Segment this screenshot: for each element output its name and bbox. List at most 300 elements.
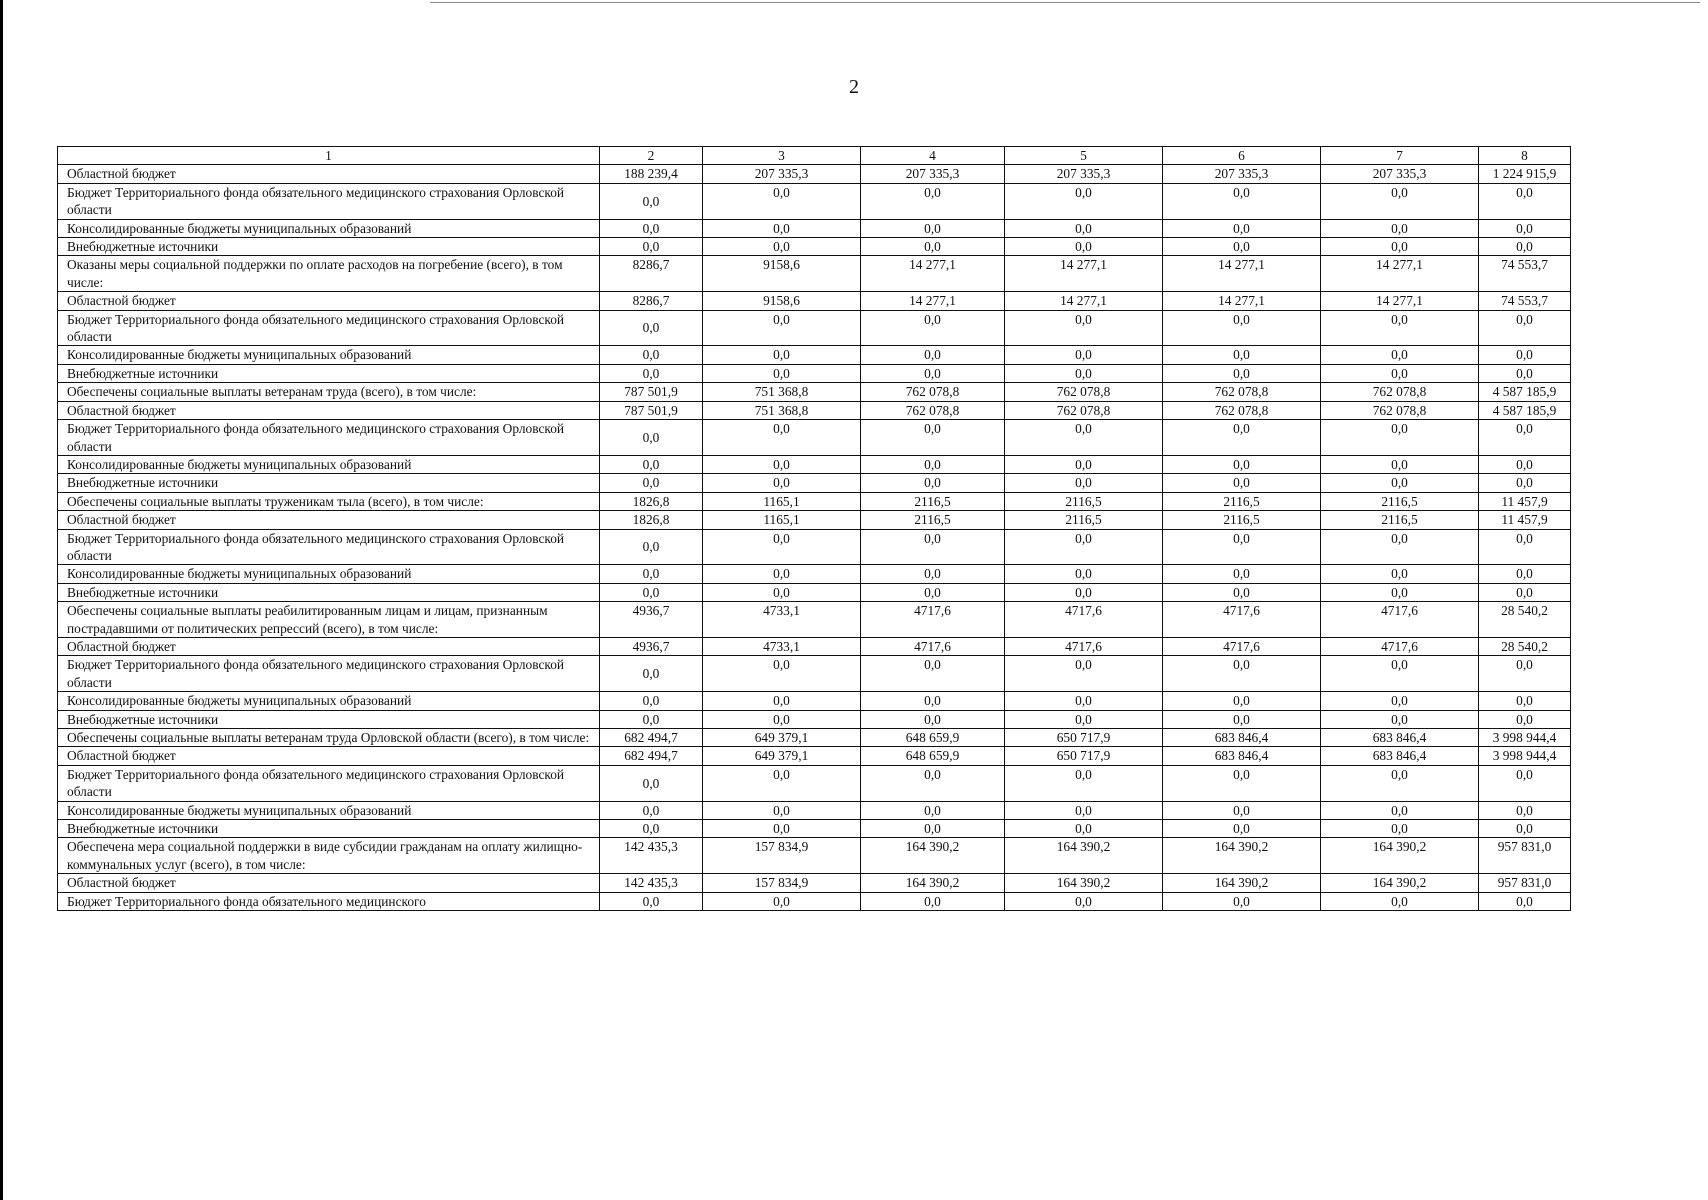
table-row <box>58 747 1571 765</box>
cell-value: 0,0 <box>861 583 1005 601</box>
cell-value: 0,0 <box>1479 565 1571 583</box>
table-row <box>58 292 1571 310</box>
cell-value: 0,0 <box>600 310 703 346</box>
cell-value: 14 277,1 <box>1163 256 1321 292</box>
cell-value: 0,0 <box>861 238 1005 256</box>
table-row <box>58 401 1571 419</box>
cell-value: 0,0 <box>703 565 861 583</box>
cell-value: 0,0 <box>1163 346 1321 364</box>
row-label: Внебюджетные источники <box>58 583 600 601</box>
cell-value: 0,0 <box>1163 474 1321 492</box>
cell-value: 683 846,4 <box>1321 747 1479 765</box>
row-label: Обеспечены социальные выплаты ветеранам труда (всего), в том числе: <box>58 383 600 401</box>
cell-value: 2116,5 <box>1321 511 1479 529</box>
cell-value: 1165,1 <box>703 511 861 529</box>
table-row <box>58 474 1571 492</box>
column-number-row <box>58 147 1571 165</box>
cell-value: 0,0 <box>1321 565 1479 583</box>
scan-edge-top <box>430 2 1700 3</box>
scan-edge-left <box>0 0 3 1200</box>
cell-value: 0,0 <box>703 183 861 219</box>
row-label: Консолидированные бюджеты муниципальных образований <box>58 346 600 364</box>
cell-value: 762 078,8 <box>1321 383 1479 401</box>
page-number: 2 <box>849 76 859 98</box>
cell-value: 2116,5 <box>861 511 1005 529</box>
cell-value: 0,0 <box>600 801 703 819</box>
cell-value: 0,0 <box>1321 820 1479 838</box>
row-label: Обеспечена мера социальной поддержки в виде субсидии гражданам на оплату жилищно-коммунальных услуг (всего), в том числе: <box>58 838 600 874</box>
cell-value: 0,0 <box>703 420 861 456</box>
cell-value: 0,0 <box>1163 801 1321 819</box>
row-label: Бюджет Территориального фонда обязательного медицинского страхования Орловской области <box>58 183 600 219</box>
table-row <box>58 692 1571 710</box>
cell-value: 0,0 <box>600 346 703 364</box>
cell-value: 4717,6 <box>1163 637 1321 655</box>
cell-value: 0,0 <box>1005 346 1163 364</box>
row-label: Консолидированные бюджеты муниципальных образований <box>58 219 600 237</box>
cell-value: 0,0 <box>1005 455 1163 473</box>
budget-table-container <box>57 146 1570 911</box>
cell-value: 0,0 <box>600 765 703 801</box>
cell-value: 0,0 <box>1479 801 1571 819</box>
cell-value: 0,0 <box>1163 310 1321 346</box>
cell-value: 648 659,9 <box>861 747 1005 765</box>
cell-value: 0,0 <box>703 765 861 801</box>
cell-value: 0,0 <box>1005 656 1163 692</box>
cell-value: 0,0 <box>703 692 861 710</box>
table-row <box>58 238 1571 256</box>
cell-value: 0,0 <box>703 346 861 364</box>
column-number: 5 <box>1005 147 1163 165</box>
cell-value: 14 277,1 <box>1163 292 1321 310</box>
cell-value: 2116,5 <box>1005 511 1163 529</box>
cell-value: 683 846,4 <box>1163 747 1321 765</box>
table-row <box>58 565 1571 583</box>
cell-value: 0,0 <box>703 364 861 382</box>
cell-value: 0,0 <box>703 820 861 838</box>
cell-value: 4733,1 <box>703 637 861 655</box>
cell-value: 4936,7 <box>600 602 703 638</box>
cell-value: 649 379,1 <box>703 747 861 765</box>
cell-value: 0,0 <box>600 656 703 692</box>
table-row <box>58 183 1571 219</box>
cell-value: 0,0 <box>1163 183 1321 219</box>
cell-value: 762 078,8 <box>861 401 1005 419</box>
cell-value: 0,0 <box>1163 565 1321 583</box>
row-label: Областной бюджет <box>58 165 600 183</box>
cell-value: 0,0 <box>861 310 1005 346</box>
cell-value: 164 390,2 <box>1163 874 1321 892</box>
cell-value: 0,0 <box>1163 820 1321 838</box>
cell-value: 0,0 <box>1005 692 1163 710</box>
row-label: Обеспечены социальные выплаты ветеранам труда Орловской области (всего), в том числе: <box>58 729 600 747</box>
cell-value: 0,0 <box>1005 892 1163 910</box>
cell-value: 0,0 <box>861 219 1005 237</box>
cell-value: 0,0 <box>1321 892 1479 910</box>
cell-value: 3 998 944,4 <box>1479 747 1571 765</box>
cell-value: 0,0 <box>1321 583 1479 601</box>
cell-value: 0,0 <box>1479 346 1571 364</box>
cell-value: 0,0 <box>703 474 861 492</box>
cell-value: 28 540,2 <box>1479 602 1571 638</box>
cell-value: 14 277,1 <box>1005 292 1163 310</box>
cell-value: 648 659,9 <box>861 729 1005 747</box>
cell-value: 762 078,8 <box>1163 383 1321 401</box>
cell-value: 0,0 <box>1005 219 1163 237</box>
cell-value: 188 239,4 <box>600 165 703 183</box>
cell-value: 0,0 <box>1005 183 1163 219</box>
row-label: Областной бюджет <box>58 874 600 892</box>
table-row <box>58 637 1571 655</box>
cell-value: 0,0 <box>1005 801 1163 819</box>
cell-value: 0,0 <box>1163 420 1321 456</box>
cell-value: 0,0 <box>1163 455 1321 473</box>
cell-value: 4717,6 <box>1321 602 1479 638</box>
cell-value: 0,0 <box>1479 455 1571 473</box>
cell-value: 0,0 <box>861 801 1005 819</box>
cell-value: 0,0 <box>1479 583 1571 601</box>
cell-value: 164 390,2 <box>1005 874 1163 892</box>
cell-value: 0,0 <box>1163 710 1321 728</box>
cell-value: 0,0 <box>1005 238 1163 256</box>
row-label: Бюджет Территориального фонда обязательного медицинского страхования Орловской области <box>58 310 600 346</box>
column-number: 7 <box>1321 147 1479 165</box>
cell-value: 787 501,9 <box>600 401 703 419</box>
cell-value: 4717,6 <box>1321 637 1479 655</box>
cell-value: 1 224 915,9 <box>1479 165 1571 183</box>
cell-value: 0,0 <box>703 219 861 237</box>
table-row <box>58 364 1571 382</box>
cell-value: 4936,7 <box>600 637 703 655</box>
row-label: Внебюджетные источники <box>58 474 600 492</box>
table-row <box>58 256 1571 292</box>
cell-value: 683 846,4 <box>1321 729 1479 747</box>
row-label: Областной бюджет <box>58 747 600 765</box>
cell-value: 14 277,1 <box>1321 256 1479 292</box>
cell-value: 0,0 <box>1321 364 1479 382</box>
cell-value: 0,0 <box>703 238 861 256</box>
cell-value: 0,0 <box>861 710 1005 728</box>
row-label: Областной бюджет <box>58 511 600 529</box>
cell-value: 0,0 <box>861 656 1005 692</box>
cell-value: 649 379,1 <box>703 729 861 747</box>
table-row <box>58 165 1571 183</box>
cell-value: 0,0 <box>1321 801 1479 819</box>
cell-value: 0,0 <box>861 455 1005 473</box>
cell-value: 4733,1 <box>703 602 861 638</box>
cell-value: 0,0 <box>1321 765 1479 801</box>
cell-value: 0,0 <box>1479 183 1571 219</box>
cell-value: 2116,5 <box>861 492 1005 510</box>
cell-value: 762 078,8 <box>1163 401 1321 419</box>
row-label: Обеспечены социальные выплаты труженикам тыла (всего), в том числе: <box>58 492 600 510</box>
cell-value: 14 277,1 <box>861 292 1005 310</box>
table-row <box>58 729 1571 747</box>
cell-value: 0,0 <box>1321 474 1479 492</box>
cell-value: 0,0 <box>1321 710 1479 728</box>
cell-value: 14 277,1 <box>1005 256 1163 292</box>
cell-value: 762 078,8 <box>1321 401 1479 419</box>
cell-value: 0,0 <box>861 765 1005 801</box>
cell-value: 0,0 <box>1005 310 1163 346</box>
cell-value: 0,0 <box>1163 364 1321 382</box>
cell-value: 682 494,7 <box>600 729 703 747</box>
cell-value: 157 834,9 <box>703 838 861 874</box>
cell-value: 0,0 <box>861 692 1005 710</box>
cell-value: 0,0 <box>861 183 1005 219</box>
cell-value: 11 457,9 <box>1479 492 1571 510</box>
cell-value: 207 335,3 <box>861 165 1005 183</box>
cell-value: 0,0 <box>1479 692 1571 710</box>
cell-value: 8286,7 <box>600 256 703 292</box>
cell-value: 4 587 185,9 <box>1479 383 1571 401</box>
cell-value: 0,0 <box>600 238 703 256</box>
cell-value: 0,0 <box>703 310 861 346</box>
table-row <box>58 583 1571 601</box>
cell-value: 164 390,2 <box>1321 874 1479 892</box>
cell-value: 3 998 944,4 <box>1479 729 1571 747</box>
cell-value: 0,0 <box>1163 529 1321 565</box>
cell-value: 142 435,3 <box>600 838 703 874</box>
row-label: Бюджет Территориального фонда обязательного медицинского <box>58 892 600 910</box>
cell-value: 4717,6 <box>1005 637 1163 655</box>
cell-value: 207 335,3 <box>1005 165 1163 183</box>
cell-value: 0,0 <box>1321 238 1479 256</box>
cell-value: 1826,8 <box>600 511 703 529</box>
row-label: Внебюджетные источники <box>58 710 600 728</box>
cell-value: 0,0 <box>1479 238 1571 256</box>
table-row <box>58 602 1571 638</box>
cell-value: 0,0 <box>703 656 861 692</box>
cell-value: 0,0 <box>1479 474 1571 492</box>
cell-value: 0,0 <box>1005 474 1163 492</box>
cell-value: 9158,6 <box>703 292 861 310</box>
cell-value: 0,0 <box>600 455 703 473</box>
cell-value: 0,0 <box>1321 420 1479 456</box>
table-row <box>58 892 1571 910</box>
row-label: Внебюджетные источники <box>58 820 600 838</box>
cell-value: 164 390,2 <box>861 874 1005 892</box>
cell-value: 4 587 185,9 <box>1479 401 1571 419</box>
cell-value: 0,0 <box>703 892 861 910</box>
column-number: 2 <box>600 147 703 165</box>
table-row <box>58 838 1571 874</box>
row-label: Бюджет Территориального фонда обязательного медицинского страхования Орловской области <box>58 765 600 801</box>
cell-value: 0,0 <box>1163 583 1321 601</box>
cell-value: 0,0 <box>1479 892 1571 910</box>
table-row <box>58 492 1571 510</box>
cell-value: 4717,6 <box>861 637 1005 655</box>
table-row <box>58 420 1571 456</box>
row-label: Обеспечены социальные выплаты реабилитированным лицам и лицам, признанным пострадавшими от политических репрессий (всего), в том числе: <box>58 602 600 638</box>
row-label: Консолидированные бюджеты муниципальных образований <box>58 565 600 583</box>
cell-value: 0,0 <box>1321 310 1479 346</box>
cell-value: 164 390,2 <box>861 838 1005 874</box>
table-row <box>58 874 1571 892</box>
cell-value: 74 553,7 <box>1479 256 1571 292</box>
cell-value: 0,0 <box>600 364 703 382</box>
budget-table-body <box>58 147 1571 911</box>
cell-value: 164 390,2 <box>1163 838 1321 874</box>
row-label: Консолидированные бюджеты муниципальных образований <box>58 455 600 473</box>
cell-value: 787 501,9 <box>600 383 703 401</box>
cell-value: 650 717,9 <box>1005 729 1163 747</box>
cell-value: 9158,6 <box>703 256 861 292</box>
cell-value: 0,0 <box>1163 765 1321 801</box>
cell-value: 0,0 <box>600 892 703 910</box>
cell-value: 0,0 <box>600 692 703 710</box>
cell-value: 2116,5 <box>1163 511 1321 529</box>
cell-value: 0,0 <box>600 565 703 583</box>
cell-value: 762 078,8 <box>1005 401 1163 419</box>
row-label: Консолидированные бюджеты муниципальных образований <box>58 692 600 710</box>
row-label: Областной бюджет <box>58 292 600 310</box>
cell-value: 1826,8 <box>600 492 703 510</box>
column-number: 1 <box>58 147 600 165</box>
cell-value: 0,0 <box>861 420 1005 456</box>
cell-value: 0,0 <box>1005 765 1163 801</box>
cell-value: 0,0 <box>861 529 1005 565</box>
cell-value: 164 390,2 <box>1321 838 1479 874</box>
cell-value: 957 831,0 <box>1479 874 1571 892</box>
cell-value: 0,0 <box>1321 529 1479 565</box>
cell-value: 0,0 <box>703 529 861 565</box>
cell-value: 14 277,1 <box>861 256 1005 292</box>
cell-value: 0,0 <box>703 583 861 601</box>
cell-value: 0,0 <box>1479 765 1571 801</box>
cell-value: 0,0 <box>600 583 703 601</box>
cell-value: 957 831,0 <box>1479 838 1571 874</box>
cell-value: 0,0 <box>600 474 703 492</box>
cell-value: 683 846,4 <box>1163 729 1321 747</box>
row-label: Бюджет Территориального фонда обязательного медицинского страхования Орловской области <box>58 656 600 692</box>
table-row <box>58 219 1571 237</box>
cell-value: 0,0 <box>1321 692 1479 710</box>
cell-value: 14 277,1 <box>1321 292 1479 310</box>
cell-value: 0,0 <box>600 820 703 838</box>
cell-value: 0,0 <box>600 529 703 565</box>
cell-value: 0,0 <box>861 820 1005 838</box>
cell-value: 0,0 <box>703 455 861 473</box>
cell-value: 157 834,9 <box>703 874 861 892</box>
table-row <box>58 820 1571 838</box>
cell-value: 762 078,8 <box>1005 383 1163 401</box>
cell-value: 0,0 <box>1479 529 1571 565</box>
cell-value: 751 368,8 <box>703 383 861 401</box>
cell-value: 0,0 <box>861 565 1005 583</box>
budget-table <box>57 146 1571 911</box>
column-number: 6 <box>1163 147 1321 165</box>
cell-value: 4717,6 <box>1163 602 1321 638</box>
cell-value: 1165,1 <box>703 492 861 510</box>
row-label: Консолидированные бюджеты муниципальных образований <box>58 801 600 819</box>
cell-value: 0,0 <box>1321 656 1479 692</box>
cell-value: 0,0 <box>1479 656 1571 692</box>
row-label: Бюджет Территориального фонда обязательного медицинского страхования Орловской области <box>58 529 600 565</box>
cell-value: 0,0 <box>1321 219 1479 237</box>
cell-value: 0,0 <box>600 420 703 456</box>
cell-value: 0,0 <box>1163 892 1321 910</box>
cell-value: 4717,6 <box>861 602 1005 638</box>
cell-value: 0,0 <box>1321 346 1479 364</box>
table-row <box>58 710 1571 728</box>
cell-value: 0,0 <box>1005 364 1163 382</box>
cell-value: 682 494,7 <box>600 747 703 765</box>
cell-value: 207 335,3 <box>1321 165 1479 183</box>
cell-value: 0,0 <box>1479 420 1571 456</box>
cell-value: 2116,5 <box>1321 492 1479 510</box>
cell-value: 650 717,9 <box>1005 747 1163 765</box>
column-number: 4 <box>861 147 1005 165</box>
cell-value: 8286,7 <box>600 292 703 310</box>
cell-value: 0,0 <box>1163 692 1321 710</box>
table-row <box>58 455 1571 473</box>
column-number: 8 <box>1479 147 1571 165</box>
table-row <box>58 801 1571 819</box>
cell-value: 0,0 <box>861 892 1005 910</box>
cell-value: 751 368,8 <box>703 401 861 419</box>
cell-value: 207 335,3 <box>1163 165 1321 183</box>
cell-value: 2116,5 <box>1163 492 1321 510</box>
row-label: Бюджет Территориального фонда обязательного медицинского страхования Орловской области <box>58 420 600 456</box>
cell-value: 0,0 <box>1479 820 1571 838</box>
cell-value: 762 078,8 <box>861 383 1005 401</box>
cell-value: 0,0 <box>1321 183 1479 219</box>
row-label: Оказаны меры социальной поддержки по оплате расходов на погребение (всего), в том числе: <box>58 256 600 292</box>
table-row <box>58 529 1571 565</box>
cell-value: 0,0 <box>600 710 703 728</box>
cell-value: 74 553,7 <box>1479 292 1571 310</box>
row-label: Внебюджетные источники <box>58 238 600 256</box>
cell-value: 0,0 <box>1321 455 1479 473</box>
cell-value: 0,0 <box>703 710 861 728</box>
row-label: Областной бюджет <box>58 401 600 419</box>
cell-value: 164 390,2 <box>1005 838 1163 874</box>
cell-value: 0,0 <box>600 219 703 237</box>
cell-value: 11 457,9 <box>1479 511 1571 529</box>
cell-value: 0,0 <box>1479 710 1571 728</box>
cell-value: 0,0 <box>600 183 703 219</box>
cell-value: 28 540,2 <box>1479 637 1571 655</box>
cell-value: 0,0 <box>703 801 861 819</box>
table-row <box>58 310 1571 346</box>
cell-value: 0,0 <box>1005 710 1163 728</box>
cell-value: 0,0 <box>1479 310 1571 346</box>
cell-value: 0,0 <box>1479 364 1571 382</box>
cell-value: 0,0 <box>861 474 1005 492</box>
cell-value: 0,0 <box>1163 656 1321 692</box>
cell-value: 2116,5 <box>1005 492 1163 510</box>
cell-value: 0,0 <box>861 364 1005 382</box>
cell-value: 0,0 <box>1479 219 1571 237</box>
cell-value: 0,0 <box>1005 565 1163 583</box>
table-row <box>58 656 1571 692</box>
cell-value: 207 335,3 <box>703 165 861 183</box>
row-label: Областной бюджет <box>58 637 600 655</box>
cell-value: 0,0 <box>1163 219 1321 237</box>
row-label: Внебюджетные источники <box>58 364 600 382</box>
cell-value: 0,0 <box>1005 583 1163 601</box>
cell-value: 0,0 <box>861 346 1005 364</box>
column-number: 3 <box>703 147 861 165</box>
cell-value: 142 435,3 <box>600 874 703 892</box>
cell-value: 0,0 <box>1005 529 1163 565</box>
table-row <box>58 383 1571 401</box>
cell-value: 0,0 <box>1005 420 1163 456</box>
cell-value: 0,0 <box>1163 238 1321 256</box>
cell-value: 4717,6 <box>1005 602 1163 638</box>
table-row <box>58 346 1571 364</box>
